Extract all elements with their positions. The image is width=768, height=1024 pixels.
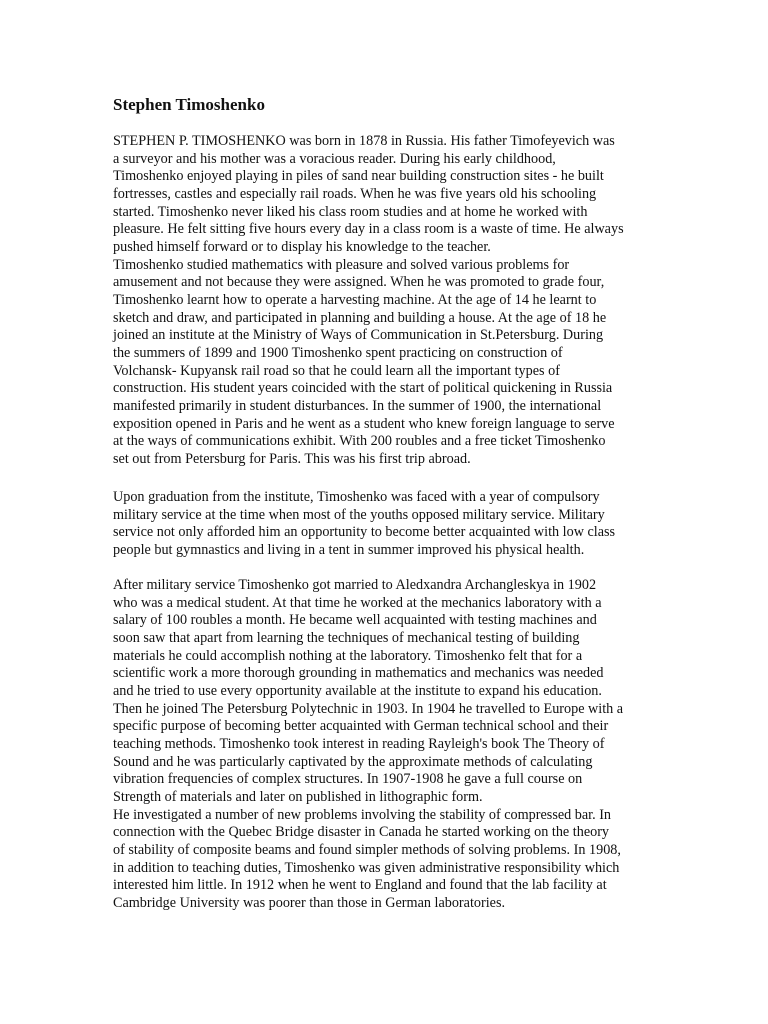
text-line: in addition to teaching duties, Timoshenko was given administrative responsibility which — [113, 859, 620, 876]
text-line: amusement and not because they were assigned. When he was promoted to grade four, — [113, 274, 605, 291]
document-title: Stephen Timoshenko — [113, 95, 265, 114]
text-line: service not only afforded him an opportunity to become better acquainted with low class — [113, 524, 616, 541]
text-line: interested him little. In 1912 when he went to England and found that the lab facility at — [113, 877, 607, 894]
text-block — [113, 133, 661, 468]
text-line: Timoshenko enjoyed playing in piles of sand near building construction sites - he built — [113, 168, 604, 185]
text-block — [113, 577, 661, 912]
text-line: Timoshenko studied mathematics with pleasure and solved various problems for — [113, 256, 570, 273]
text-line: Upon graduation from the institute, Timoshenko was faced with a year of compulsory — [113, 489, 600, 505]
text-block — [113, 489, 661, 560]
text-line: at the ways of communications exhibit. With 200 roubles and a free ticket Timoshenko — [113, 433, 606, 450]
text-line: fortresses, castles and especially rail roads. When he was five years old his schooling — [113, 185, 597, 202]
text-line: pushed himself forward or to display his knowledge to the teacher. — [113, 238, 491, 255]
text-line: military service at the time when most of the youths opposed military service. Military — [113, 506, 605, 523]
text-line: vibration frequencies of complex structures. In 1907-1908 he gave a full course on — [113, 771, 583, 788]
text-line: specific purpose of becoming better acquainted with German technical school and their — [113, 718, 609, 735]
text-line: After military service Timoshenko got married to Aledxandra Archangleskya in 1902 — [113, 577, 597, 593]
text-line: salary of 100 roubles a month. He became well acquainted with testing machines and — [113, 612, 597, 629]
text-line: Volchansk- Kupyansk rail road so that he could learn all the important types of — [113, 362, 560, 379]
text-line: Then he joined The Petersburg Polytechnic in 1903. In 1904 he travelled to Europe with a — [113, 700, 624, 717]
text-line: teaching methods. Timoshenko took interest in reading Rayleigh's book The Theory of — [113, 735, 605, 752]
text-line: people but gymnastics and living in a tent in summer improved his physical health. — [113, 541, 585, 558]
text-line: construction. His student years coincided with the start of political quickening in Russia — [113, 380, 613, 397]
text-line: Strength of materials and later on published in lithographic form. — [113, 788, 483, 805]
text-line: manifested primarily in student disturbances. In the summer of 1900, the international — [113, 397, 602, 414]
text-line: of stability of composite beams and found simpler methods of solving problems. In 1908, — [113, 841, 621, 858]
text-line: scientific work a more thorough grounding in mathematics and mechanics was needed — [113, 665, 604, 682]
text-line: sketch and draw, and participated in planning and building a house. At the age of 18 he — [113, 309, 607, 326]
text-line: pleasure. He felt sitting five hours every day in a class room is a waste of time. He always — [113, 221, 624, 238]
text-line: STEPHEN P. TIMOSHENKO was born in 1878 in Russia. His father Timofeyevich was — [113, 133, 615, 149]
text-line: Cambridge University was poorer than those in German laboratories. — [113, 894, 506, 911]
text-line: soon saw that apart from learning the techniques of mechanical testing of building — [113, 629, 580, 646]
text-line: He investigated a number of new problems involving the stability of compressed bar. In — [113, 806, 612, 823]
text-line: started. Timoshenko never liked his class room studies and at home he worked with — [113, 203, 588, 220]
text-line: exposition opened in Paris and he went as a student who knew foreign language to serve — [113, 415, 615, 432]
text-line: Timoshenko learnt how to operate a harvesting machine. At the age of 14 he learnt to — [113, 291, 597, 308]
text-line: and he tried to use every opportunity available at the institute to expand his education. — [113, 682, 602, 699]
text-line: Sound and he was particularly captivated by the approximate methods of calculating — [113, 753, 593, 770]
text-line: a surveyor and his mother was a voracious reader. During his early childhood, — [113, 150, 556, 167]
text-line: joined an institute at the Ministry of Ways of Communication in St.Petersburg. During — [113, 327, 604, 344]
text-line: materials he could accomplish nothing at the laboratory. Timoshenko felt that for a — [113, 647, 583, 664]
text-line: connection with the Quebec Bridge disaster in Canada he started working on the theory — [113, 824, 610, 841]
text-line: who was a medical student. At that time he worked at the mechanics laboratory with a — [113, 594, 602, 611]
text-line: set out from Petersburg for Paris. This was his first trip abroad. — [113, 450, 471, 467]
text-line: the summers of 1899 and 1900 Timoshenko spent practicing on construction of — [113, 344, 563, 361]
